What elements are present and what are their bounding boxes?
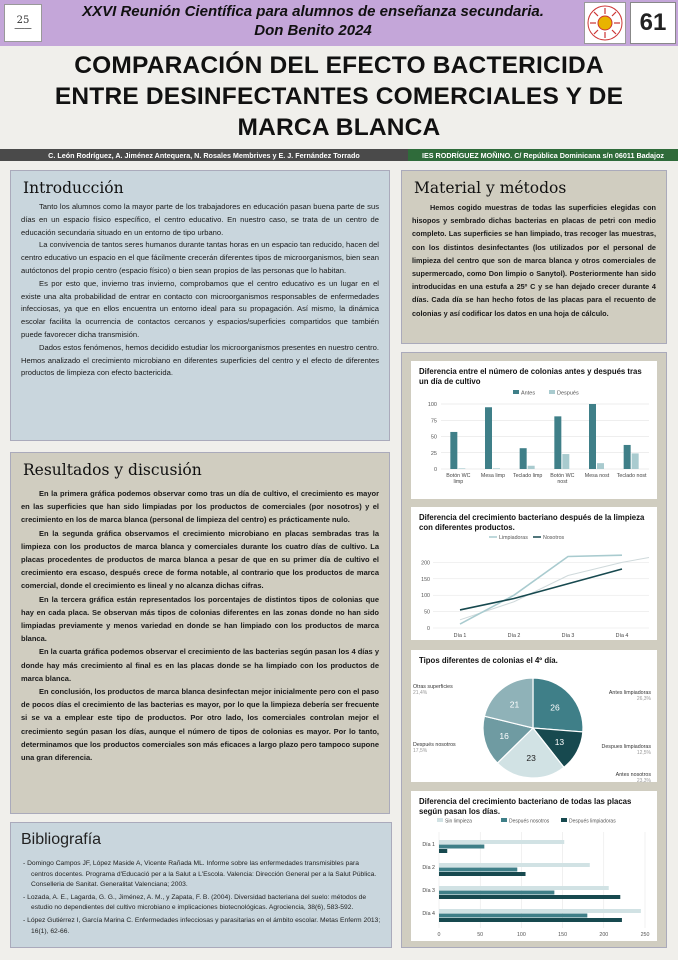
- results-section: [10, 452, 390, 814]
- pie-value-label: 16: [499, 730, 509, 741]
- bibliography-section: [10, 822, 392, 948]
- results-heading: Resultados y discusión: [23, 461, 202, 479]
- x-tick-label: 250: [640, 932, 650, 938]
- y-tick-label: 75: [430, 418, 437, 425]
- x-tick-label: nost: [557, 479, 568, 485]
- y-tick-label: Día 1: [422, 842, 435, 848]
- pie-percent-label: 12,5%: [636, 749, 651, 756]
- bar: [589, 404, 596, 469]
- legend-label: Antes: [521, 390, 536, 397]
- poster-number: 61: [630, 2, 676, 44]
- x-tick-label: Teclado nost: [616, 473, 647, 479]
- bibliography-item: - Domingo Campos JF, López Maside A, Vicente Rañada ML. Informe sobre las enfermedades transmisibles para centros docentes. Programa d'Educació per a la Salut a L'Escola. Valencia: Dirección General per a la Salut Pública. Conselleria de Sanitat. Generalitat Valenciana; 2003.: [23, 860, 377, 889]
- school-logo-text: 25: [16, 15, 30, 26]
- x-tick-label: 100: [516, 932, 526, 938]
- poster-title-line1: COMPARACIÓN DEL EFECTO BACTERICIDA: [74, 52, 604, 79]
- bar: [458, 468, 465, 469]
- y-tick-label: 25: [430, 450, 437, 457]
- sun-logo-icon: [586, 4, 624, 42]
- chart-colony-types-pie: [411, 650, 657, 782]
- conference-title-line2: Don Benito 2024: [254, 22, 372, 39]
- x-tick-label: Mesa nost: [584, 473, 610, 479]
- bar: [439, 845, 484, 849]
- bibliography-item-text: Domingo Campos JF, López Maside A, Vicente Rañada ML. Informe sobre las enfermedades transmisibles para centros docentes. Programa d'Educació per a la Salut a L'Escola. Valencia: Dirección General per a la Salut Pública. Conselleria de Sanitat. Generalitat Valenciana; 2003.: [27, 860, 377, 889]
- bar: [439, 895, 620, 899]
- legend-label: Sin limpieza: [445, 818, 472, 825]
- y-tick-label: Día 2: [422, 865, 435, 871]
- legend-label: Después: [557, 390, 579, 397]
- x-tick-label: Teclado limp: [512, 473, 543, 479]
- x-tick-label: Día 1: [453, 633, 467, 639]
- y-tick-label: Día 3: [422, 888, 435, 894]
- series-line: [460, 555, 622, 624]
- charts-panel: [401, 352, 667, 948]
- bar: [439, 868, 517, 872]
- results-paragraph: En la segunda gráfica observamos el crecimiento microbiano en placas sembradas tras la limpieza con los productos de marca blanca y comerciales durante los cuatro días de cultivo. La placas procedentes de productos de marca blanca a pesar de que en su primer día de cultivo el crecimiento era escaso, después crece de forma notable, al contrario que los productos de marca comercial, donde el crecimiento es lineal y no alcanza dichas cifras.: [21, 528, 379, 591]
- school-logo: 25 ━━━━━━━: [4, 4, 42, 42]
- conference-title: [44, 2, 582, 40]
- pie-category-label: Antes limpiadoras: [608, 689, 651, 696]
- legend-swatch: [513, 390, 519, 394]
- legend-swatch: [437, 818, 443, 822]
- chart2-svg: [411, 532, 657, 642]
- chart2-title: Diferencia del crecimiento bacteriano después de la limpieza con diferentes productos.: [419, 513, 645, 532]
- results-paragraph: En la cuarta gráfica podemos observar el crecimiento de las bacterias según pasan los 4 días y donde hay más crecimiento al final es en las placas donde se ha limpiado con los productos de marca blanca.: [21, 647, 379, 683]
- y-tick-label: Día 4: [422, 911, 435, 917]
- pie-category-label: Otras superficies: [413, 683, 453, 690]
- x-tick-label: Botón WC: [550, 473, 575, 479]
- y-tick-label: 100: [427, 402, 437, 408]
- bar: [439, 891, 554, 895]
- chart-colonies-before-after: [411, 361, 657, 499]
- y-tick-label: 0: [433, 467, 437, 473]
- bar: [597, 463, 604, 469]
- methods-section: [401, 170, 667, 344]
- x-tick-label: Día 3: [561, 633, 575, 639]
- pie-percent-label: 17,5%: [413, 747, 428, 754]
- bar: [439, 840, 564, 844]
- pie-value-label: 26: [550, 702, 560, 713]
- x-tick-label: limp: [453, 479, 464, 485]
- bar: [439, 886, 609, 890]
- affiliation: IES RODRÍGUEZ MOÑINO. C/ República Dominicana s/n 06011 Badajoz: [408, 149, 678, 161]
- bar: [439, 909, 641, 913]
- bibliography-item: - López Gutiérrez I, García Marina C. Enfermedades infecciosas y parasitarias en el ámbito escolar. Metas Enferm 2013; 16(1), 62-66.: [23, 916, 381, 935]
- bar: [439, 863, 590, 867]
- y-tick-label: 50: [430, 434, 437, 441]
- pie-percent-label: 21,4%: [413, 689, 428, 696]
- bar: [554, 416, 561, 469]
- bar: [632, 453, 639, 469]
- pie-category-label: Despues limpiadoras: [601, 743, 651, 750]
- chart4-svg: [411, 816, 657, 944]
- legend-label: Después nosotros: [509, 818, 550, 825]
- intro-heading: Introducción: [23, 179, 124, 197]
- bar: [528, 466, 535, 469]
- poster-title-line3: MARCA BLANCA: [237, 114, 441, 141]
- intro-section: [10, 170, 390, 441]
- bar: [439, 914, 587, 918]
- pie-value-label: 23: [526, 752, 536, 763]
- bar: [439, 918, 622, 922]
- intro-paragraph: Dados estos fenómenos, hemos decidido estudiar los microorganismos presentes en nuestro centro. Hemos analizado el crecimiento microbiano en diferentes superficies del centro y el efecto de diferentes productos de limpieza con efecto bactericida.: [21, 342, 379, 378]
- pie-value-label: 21: [509, 698, 520, 709]
- bibliography-item-text: Lozada, A. E., Lagarda, G. G., Jiménez, A. M., y Zapata, F. B. (2004). Diversidad bacteriana del suelo: métodos de estudio no dependientes del cultivo microbiano e implicaciones biotecnológicas. Agrociencia, 38(6), 583-592.: [27, 893, 367, 912]
- pie-percent-label: 26,3%: [636, 695, 651, 702]
- poster-title: [10, 50, 668, 143]
- bar: [562, 454, 569, 469]
- bar: [624, 445, 631, 469]
- intro-paragraph: Es por esto que, invierno tras invierno, comprobamos que el centro educativo es un lugar en el existe una alta probabilidad de entrar en contacto con microorganismos responsables de enfermedades infecciosas, ya que en ellos encuentra un entorno ideal para su propagación. Así mismo, la dinámica escolar facilita la ocurrencia de contactos cercanos y espacios/superficies compartidos que también puede favorecer dicha transmisión.: [21, 278, 379, 339]
- x-tick-label: 50: [477, 932, 484, 938]
- methods-paragraph: Hemos cogido muestras de todas las superficies elegidas con hisopos y sembrado dichas bacterias en placas de petri con medio completo. Las superficies se han limpiado, tras recoger las muestras, con los distintos desinfectantes (los utilizados por el personal de limpieza del centro que son de marca blanca y otros comerciales de supermercado, como Don limpio o Sanytol). Posteriormente han sido introducidas en una estufa a 25º C y se han dejado crecer durante 4 días. Cada día se han hecho fotos de las placas para el recuento de colonias y así codificar los datos en una hoja de cálculo.: [412, 203, 656, 318]
- x-tick-label: Botón WC: [446, 473, 471, 479]
- conference-logo: [584, 2, 626, 44]
- x-tick-label: Día 2: [507, 633, 521, 639]
- chart-growth-lines: [411, 507, 657, 640]
- results-paragraph: En la primera gráfica podemos observar como tras un día de cultivo, el crecimiento es mayor en las superficies que han sido limpiadas por los productos de comerciales (por nosotros) y el crecimiento en los de marca blanca (personal de limpieza del centro) es prácticamente nulo.: [21, 489, 379, 525]
- legend-swatch: [501, 818, 507, 822]
- y-tick-label: 200: [421, 560, 430, 567]
- chart4-title: Diferencia del crecimiento bacteriano de todas las placas según pasan los días.: [419, 797, 632, 816]
- chart3-svg: [411, 666, 657, 784]
- y-tick-label: 150: [421, 576, 430, 583]
- pie-value-label: 13: [554, 736, 565, 747]
- chart1-title: Diferencia entre el número de colonias antes y después tras un día de cultivo: [419, 367, 642, 386]
- x-tick-label: 150: [558, 932, 568, 938]
- legend-label: Limpiadoras: [499, 535, 528, 541]
- y-tick-label: 50: [424, 609, 430, 616]
- legend-swatch: [561, 818, 567, 822]
- chart1-svg: [411, 386, 657, 498]
- x-tick-label: Día 4: [615, 633, 629, 639]
- x-tick-label: Mesa limp: [480, 473, 506, 479]
- bar: [493, 468, 500, 469]
- poster-title-line2: ENTRE DESINFECTANTES COMERCIALES Y DE: [54, 83, 624, 110]
- x-tick-label: 200: [599, 932, 609, 938]
- bar: [485, 407, 492, 469]
- authors-bar: [0, 149, 678, 161]
- x-tick-label: 0: [437, 932, 441, 938]
- authors: C. León Rodríguez, A. Jiménez Antequera, N. Rosales Membrives y E. J. Fernández Torrado: [0, 149, 408, 161]
- y-tick-label: 100: [421, 593, 430, 600]
- conference-title-line1: XXVI Reunión Científica para alumnos de enseñanza secundaria.: [82, 3, 544, 20]
- legend-swatch: [549, 390, 555, 394]
- methods-heading: Material y métodos: [414, 179, 567, 197]
- bar: [520, 448, 527, 469]
- pie-category-label: Después nosotros: [413, 741, 456, 748]
- intro-paragraph: La convivencia de tantos seres humanos durante tantas horas en un espacio tan reducido, hacen del centro educativo un espacio en el que fácilmente crecerán diferentes tipos de microorganismos, bien sean autóctonos del propio centro (espacio físico) o bien sean propios de las personas que lo habitan.: [21, 240, 379, 275]
- chart3-title: Tipos diferentes de colonias el 4º día.: [419, 656, 558, 665]
- bibliography-heading: Bibliografía: [21, 831, 102, 848]
- results-paragraph: En la tercera gráfica están representados los porcentajes de distintos tipos de colonias que hay en cada placa. Se observan más tipos de colonias diferentes en las zonas donde no han sido limpiadas previamente y menos variedad en donde se han limpiado con los productos de marca blanca.: [21, 594, 379, 644]
- pie-percent-label: 23,3%: [636, 777, 651, 784]
- bar: [450, 432, 457, 469]
- intro-paragraph: Tanto los alumnos como la mayor parte de los trabajadores en educación pasan buena parte de sus días en un espacio físico específico, el centro educativo. En nuestro caso, se trata de un centro de educación secundaria situado en un entorno de tipo urbano.: [21, 202, 379, 237]
- bibliography-item-text: López Gutiérrez I, García Marina C. Enfermedades infecciosas y parasitarias en el ámbito escolar. Metas Enferm 2013; 16(1), 62-66.: [27, 916, 381, 935]
- header-banner: [0, 0, 678, 46]
- pie-category-label: Antes nosotros: [615, 771, 651, 778]
- legend-label: Nosotros: [543, 535, 565, 541]
- bar: [439, 872, 526, 876]
- bar: [439, 849, 447, 853]
- y-tick-label: 0: [427, 626, 430, 632]
- results-paragraph: En conclusión, los productos de marca blanca desinfectan mejor inicialmente pero con el paso de pocos días el crecimiento de las bacterias es mayor, por lo que la limpieza debería ser frecuente si se va a emplear este tipo de productos. Por otro lado, los comerciales controlan mejor el crecimiento según pasan los días, aunque el número de tipos de colonias es mayor. Por lo tanto, determinamos que los productos comerciales son más eficaces a largo plazo pero tampoco supone una gran diferencia.: [21, 687, 379, 763]
- bibliography-item: - Lozada, A. E., Lagarda, G. G., Jiménez, A. M., y Zapata, F. B. (2004). Diversidad bacteriana del suelo: métodos de estudio no dependientes del cultivo microbiano e implicaciones biotecnológicas. Agrociencia, 38(6), 583-592.: [23, 893, 367, 912]
- legend-label: Después limpiadoras: [569, 818, 616, 825]
- chart-growth-days-hbar: [411, 791, 657, 941]
